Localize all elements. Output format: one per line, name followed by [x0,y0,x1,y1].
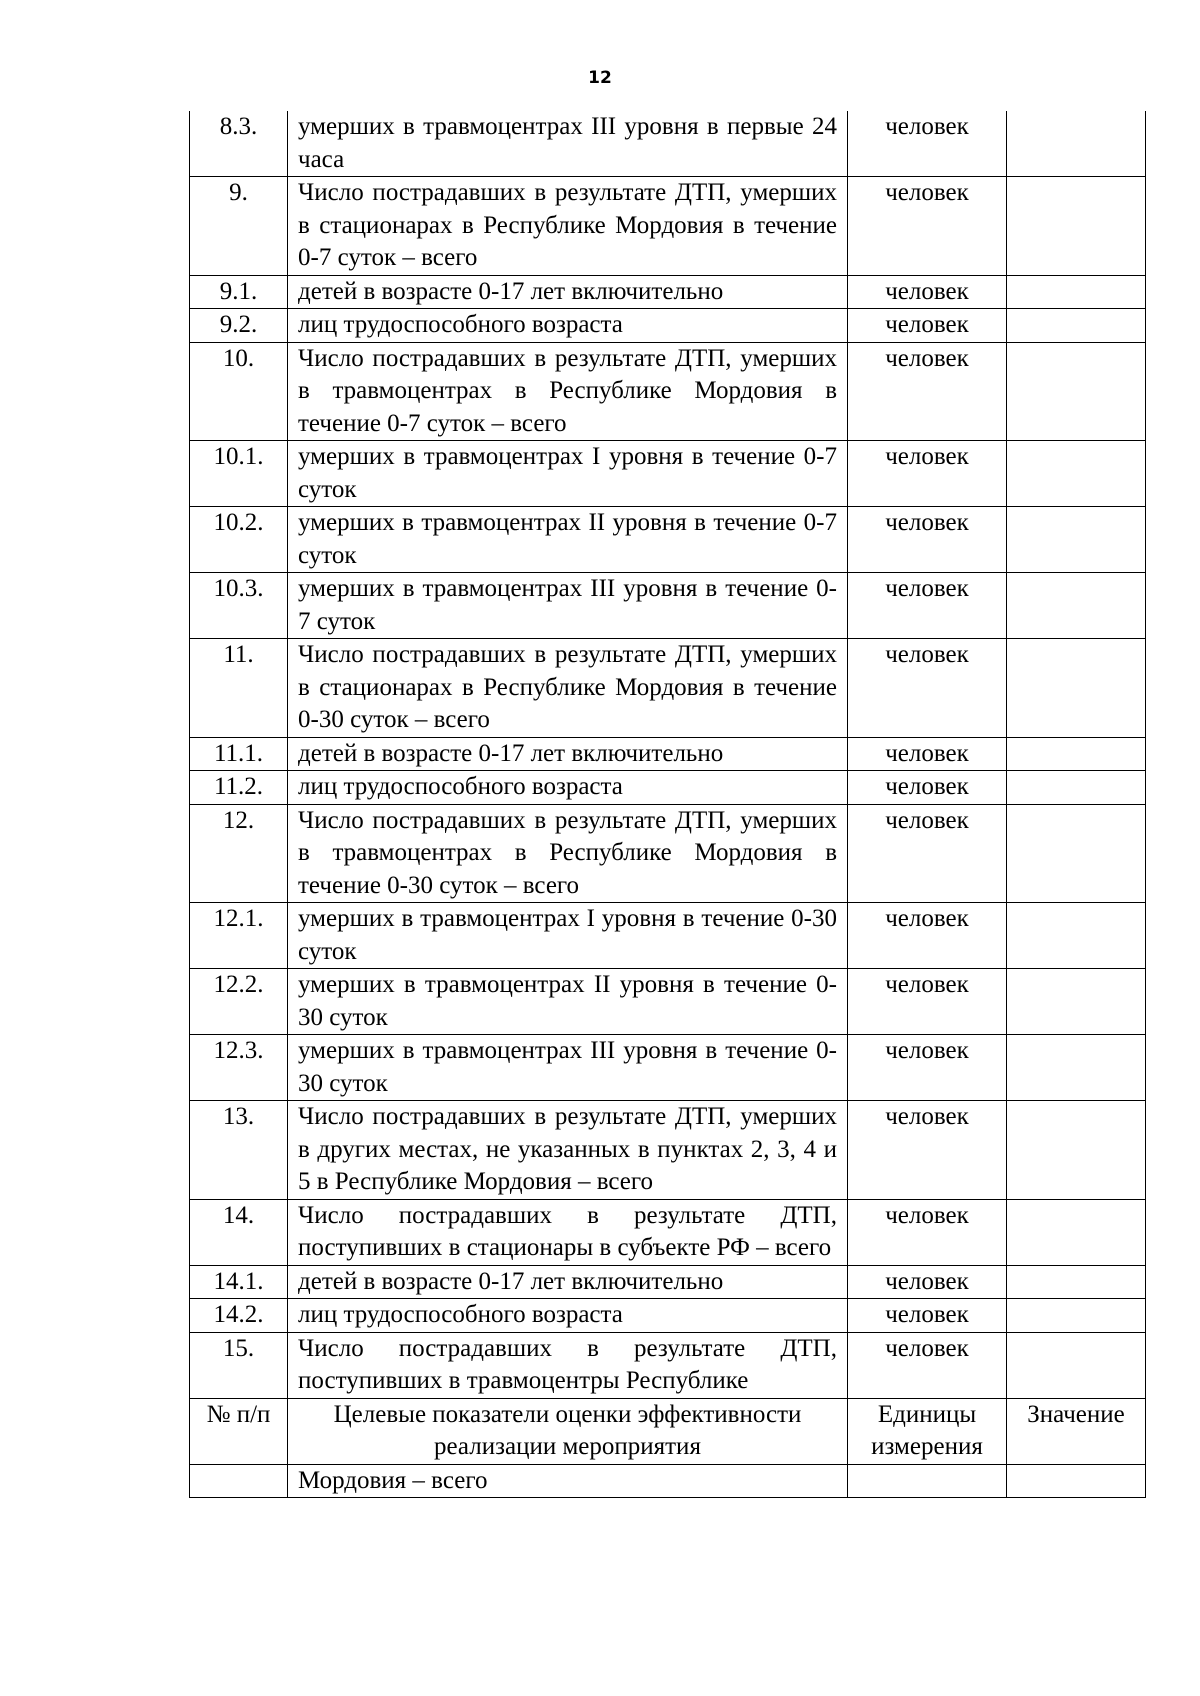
indicator-value [1007,441,1146,507]
measurement-unit: человек [848,1101,1007,1200]
row-number: 12.3. [190,1035,288,1101]
indicator-description: Целевые показатели оценки эффективности реализации мероприятия [288,1398,848,1464]
table-row [190,771,1146,805]
indicator-description: детей в возрасте 0-17 лет включительно [288,1265,848,1299]
row-number: 12.1. [190,903,288,969]
indicator-description: умерших в травмоцентрах III уровня в течение 0-30 суток [288,1035,848,1101]
table-row [190,903,1146,969]
table-row [190,1265,1146,1299]
indicator-value [1007,639,1146,738]
indicator-description: умерших в травмоцентрах III уровня в первые 24 часа [288,111,848,177]
table-row-continuation [190,1464,1146,1498]
table-row [190,111,1146,177]
indicator-description: умерших в травмоцентрах II уровня в течение 0-7 суток [288,507,848,573]
table-row [190,573,1146,639]
table-row [190,309,1146,343]
indicator-value [1007,342,1146,441]
indicator-value [1007,969,1146,1035]
row-number [190,1464,288,1498]
measurement-unit: Единицы измерения [848,1398,1007,1464]
indicator-value [1007,309,1146,343]
measurement-unit: человек [848,309,1007,343]
row-number: 11.2. [190,771,288,805]
indicator-description: Число пострадавших в результате ДТП, поступивших в травмоцентры Республике [288,1332,848,1398]
row-number: 13. [190,1101,288,1200]
measurement-unit: человек [848,507,1007,573]
indicator-value [1007,1035,1146,1101]
row-number: 12. [190,804,288,903]
table-body [190,111,1146,1498]
row-number: 10.3. [190,573,288,639]
indicator-description: Число пострадавших в результате ДТП, умерших в стационарах в Республике Мордовия в течение 0-7 суток – всего [288,177,848,276]
indicator-value [1007,1332,1146,1398]
table-row [190,1199,1146,1265]
measurement-unit [848,1464,1007,1498]
table-row [190,1299,1146,1333]
measurement-unit: человек [848,1332,1007,1398]
indicator-value [1007,771,1146,805]
measurement-unit: человек [848,1265,1007,1299]
indicator-value [1007,1299,1146,1333]
indicator-description: лиц трудоспособного возраста [288,771,848,805]
indicator-value [1007,507,1146,573]
indicator-description: умерших в травмоцентрах I уровня в течение 0-30 суток [288,903,848,969]
row-number: 14. [190,1199,288,1265]
indicator-description: умерших в травмоцентрах I уровня в течение 0-7 суток [288,441,848,507]
row-number: 10.2. [190,507,288,573]
table-row [190,1332,1146,1398]
indicator-value [1007,573,1146,639]
indicator-description: Число пострадавших в результате ДТП, умерших в травмоцентрах в Республике Мордовия в течение 0-30 суток – всего [288,804,848,903]
row-number: 10.1. [190,441,288,507]
indicator-value [1007,903,1146,969]
indicator-value [1007,1265,1146,1299]
measurement-unit: человек [848,903,1007,969]
table-row [190,342,1146,441]
measurement-unit: человек [848,441,1007,507]
indicator-description: лиц трудоспособного возраста [288,1299,848,1333]
indicator-description: Число пострадавших в результате ДТП, умерших в стационарах в Республике Мордовия в течение 0-30 суток – всего [288,639,848,738]
indicator-description: Число пострадавших в результате ДТП, умерших в травмоцентрах в Республике Мордовия в течение 0-7 суток – всего [288,342,848,441]
measurement-unit: человек [848,1299,1007,1333]
measurement-unit: человек [848,969,1007,1035]
measurement-unit: человек [848,1035,1007,1101]
table-row [190,507,1146,573]
table-row [190,441,1146,507]
indicator-description: лиц трудоспособного возраста [288,309,848,343]
table-header-row [190,1398,1146,1464]
indicator-description: Мордовия – всего [288,1464,848,1498]
row-number: 12.2. [190,969,288,1035]
indicator-value [1007,1464,1146,1498]
measurement-unit: человек [848,111,1007,177]
measurement-unit: человек [848,275,1007,309]
indicator-value [1007,1101,1146,1200]
table-row [190,177,1146,276]
row-number: 11.1. [190,737,288,771]
measurement-unit: человек [848,1199,1007,1265]
indicator-value [1007,275,1146,309]
row-number: 9.1. [190,275,288,309]
table-row [190,804,1146,903]
indicator-value [1007,737,1146,771]
indicator-value [1007,1199,1146,1265]
indicator-value: Значение [1007,1398,1146,1464]
indicator-description: умерших в травмоцентрах III уровня в течение 0-7 суток [288,573,848,639]
row-number: 14.2. [190,1299,288,1333]
table-row [190,969,1146,1035]
table-row [190,1101,1146,1200]
row-number: 10. [190,342,288,441]
table-row [190,737,1146,771]
row-number: 9.2. [190,309,288,343]
row-number: 14.1. [190,1265,288,1299]
row-number: № п/п [190,1398,288,1464]
measurement-unit: человек [848,342,1007,441]
row-number: 15. [190,1332,288,1398]
indicator-description: умерших в травмоцентрах II уровня в течение 0-30 суток [288,969,848,1035]
indicator-description: детей в возрасте 0-17 лет включительно [288,737,848,771]
indicator-description: Число пострадавших в результате ДТП, умерших в других местах, не указанных в пунктах 2, 3, 4 и 5 в Республике Мордовия – всего [288,1101,848,1200]
measurement-unit: человек [848,737,1007,771]
measurement-unit: человек [848,573,1007,639]
measurement-unit: человек [848,804,1007,903]
table-row [190,639,1146,738]
row-number: 9. [190,177,288,276]
indicator-value [1007,804,1146,903]
indicator-value [1007,177,1146,276]
measurement-unit: человек [848,771,1007,805]
row-number: 8.3. [190,111,288,177]
measurement-unit: человек [848,639,1007,738]
table-row [190,1035,1146,1101]
row-number: 11. [190,639,288,738]
indicators-table [189,111,1146,1498]
page-number: 12 [588,68,612,88]
indicator-value [1007,111,1146,177]
indicator-description: детей в возрасте 0-17 лет включительно [288,275,848,309]
indicator-description: Число пострадавших в результате ДТП, поступивших в стационары в субъекте РФ – всего [288,1199,848,1265]
table-row [190,275,1146,309]
measurement-unit: человек [848,177,1007,276]
